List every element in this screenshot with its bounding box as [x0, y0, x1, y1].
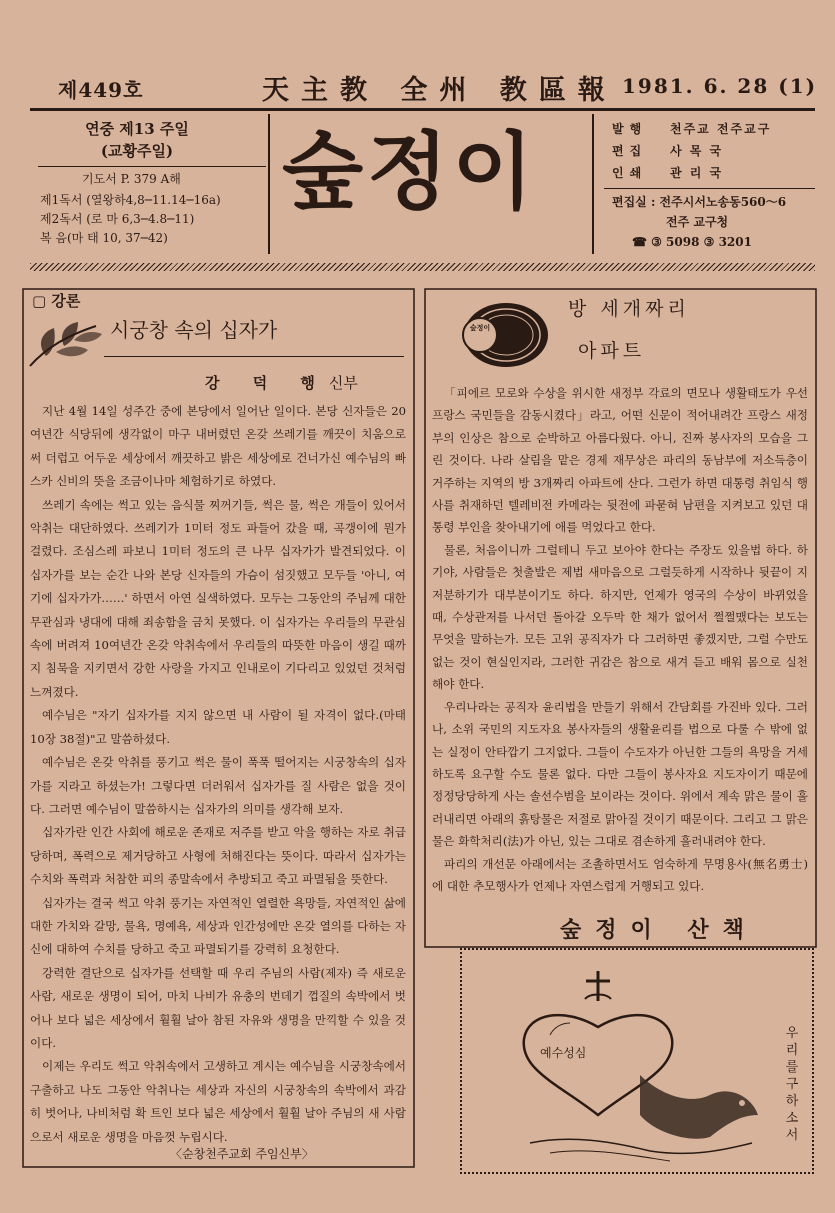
- office-name: 전주 교구청: [666, 215, 729, 229]
- homily-label: [32, 290, 80, 311]
- badge-icon: [458, 300, 550, 370]
- sunday-subtitle: (교황주일): [100, 142, 174, 160]
- author-title: 신부: [328, 374, 358, 392]
- editorial-body: [432, 382, 808, 897]
- liturgy-sunday: [62, 118, 212, 162]
- issue-number: 제449호: [58, 78, 144, 102]
- editor-value: 사 목 국: [670, 144, 724, 158]
- editor-row: [612, 140, 723, 162]
- homily-closing: 〈순창천주교회 주임신부〉: [170, 1147, 314, 1161]
- editorial-paragraph: 「피에르 모로와 수상을 위시한 새정부 각료의 면모나 생활태도가 우선 프랑스 국민들을 감동시켰다」라고, 어떤 신문이 적어내려간 프랑스 새정부의 인상은 참으로 순박하고 아름다웠다. 아니, 진짜 봉사자의 모습을 그린 것이다. 나라 살림을 맡은 경제 재무상은 파리의 동남부에 저소득층이 거주하는 지역의 방 3개짜리 아파트에 산다. 그런가 하면 대통령 취임식 행사를 취재하던 텔레비전 카메라는 뒷전에 파묻혀 남편을 지켜보고 있던 대통령 부인을 찾아내기에 애를 먹었다고 한다.: [432, 386, 808, 535]
- homily-paragraph: 강력한 결단으로 십자가를 선택할 때 우리 주님의 사람(제자) 즉 새로운 사람, 새로운 생명이 되어, 마치 나비가 유충의 번데기 껍질의 속박에서 벗어나 보다 넓은 세상에서 훨훨 날아 참된 자유와 생명을 만끽할 수 있을 것이다.: [30, 965, 406, 1050]
- sacred-heart-cartoon-icon: [490, 965, 770, 1165]
- homily-title: 시궁창 속의 십자가: [110, 318, 278, 342]
- publisher-row: [612, 118, 771, 140]
- masthead-left-line: [268, 114, 270, 254]
- column-title-line2: 아파트: [578, 340, 646, 362]
- editorial-paragraph: 우리나라는 공직자 윤리법을 만들기 위해서 간담회를 가진바 있다. 그러나, 소위 국민의 지도자요 봉사자들의 생활윤리를 법으로 다룰 수 밖에 없는 실정이 안타깝기 그지없다. 그들이 수도자가 아닌한 그들의 욕망을 거세하도록 요구할 수도 물론 없다. 다만 그들이 봉사자요 지도자이기 때문에 정정당당하게 사는 솔선수범을 보이라는 것이다. 위에서 계속 맑은 물이 흘러내리면 아래의 흙탕물은 저절로 맑아질 것이기 때문이다. 그리고 그 맑은 물은 화학처리(法)가 아닌, 있는 그대로 겸손하게 흘러내려야 한다.: [432, 699, 808, 849]
- first-reading: 제1독서 (열왕하4,8─11.14─16a): [40, 193, 221, 207]
- editorial-paragraph: 파리의 개선문 아래에서는 조촐하면서도 엄숙하게 무명용사(無名勇士)에 대한 추모행사가 언제나 자연스럽게 거행되고 있다.: [432, 856, 808, 893]
- office-phone: ☎ ③ 5098 ③ 3201: [632, 235, 752, 249]
- masthead-right-line: [592, 114, 594, 254]
- homily-author: [205, 372, 358, 393]
- homily-paragraph: 지난 4월 14일 성주간 중에 본당에서 일어난 일이다. 본당 신자들은 20여년간 식당뒤에 생각없이 마구 내버렸던 온갖 쓰레기를 깨끗이 치움으로써 더럽고 어두운 세상에서 깨끗하고 밝은 세상에로 건너가신 예수님의 빠스카 신비의 뜻을 조금이나마 체험하기로 하였다.: [30, 404, 406, 489]
- prayer-book-ref: 기도서 P. 379 A해: [82, 172, 181, 186]
- newspaper-title: 天主教 全州 教區報: [262, 75, 617, 106]
- masthead-logo: 숲정이: [282, 123, 538, 221]
- editor-key: 편집: [612, 144, 648, 158]
- header-rule: [30, 108, 815, 111]
- homily-paragraph: 이제는 우리도 썩고 악취속에서 고생하고 계시는 예수님을 시궁창속에서 구출하고 나도 그동안 악취나는 세상과 자신의 시궁창속의 속박에서 과감히 벗어나, 나비처럼 확 트인 보다 넓은 세상에서 훨훨 날아 주님의 새 사람으로서 새로운 생명을 마음껏 누립시다.: [30, 1059, 406, 1144]
- homily-paragraph: 예수님은 "자기 십자가를 지지 않으면 내 사람이 될 자격이 없다.(마태 10장 38절)"고 말씀하셨다.: [30, 708, 406, 746]
- sunday-name: 연중 제13 주일: [85, 120, 189, 138]
- homily-body: [30, 400, 406, 1149]
- printer-value: 관 리 국: [670, 166, 724, 180]
- issue-date: 1981. 6. 28 (1): [622, 74, 818, 98]
- header-hatch-rule: [30, 263, 815, 271]
- publisher-key: 발행: [612, 122, 648, 136]
- publisher-value: 천주교 전주교구: [670, 122, 772, 136]
- badge-text: 숲정이: [469, 323, 491, 332]
- homily-paragraph: 쓰레기 속에는 썩고 있는 음식물 찌꺼기들, 썩은 물, 썩은 개들이 있어서 악취는 대단하였다. 쓰레기가 1미터 정도 파들어 갔을 때, 곡갱이에 뭔가 걸렸다. 조심스레 파보니 1미터 정도의 큰 나무 십자가가 발견되었다. 이 십자가를 보는 순간 나와 본당 신자들의 가슴이 섬짓했고 모두들 '아니, 여기에 십자가가……' 하면서 아연 실색하였다. 모두는 그동안의 주님께 대한 무관심과 냉대에 대해 죄송함을 금치 못했다. 이 십자가는 우리들의 무관심속에 버려져 10여년간 온갖 악취속에서 우리들의 따뜻한 마음이 생길 때까지 침묵을 지키면서 강한 사랑을 가지고 인내로이 기다리고 있었던 것처럼 느껴졌다.: [30, 497, 406, 699]
- cartoon-caption: 우리를 구하소서: [785, 1026, 799, 1143]
- second-reading: 제2독서 (로 마 6,3─4.8─11): [40, 212, 195, 226]
- leaf-icon: [26, 318, 106, 374]
- gospel-reading: 복 음(마 태 10, 37─42): [40, 231, 168, 245]
- title-underline: [104, 356, 404, 357]
- walk-section-title: 숲정이 산책: [560, 917, 758, 943]
- homily-paragraph: 십자가란 인간 사회에 해로운 존재로 저주를 받고 악을 행하는 자로 취급당하며, 폭력으로 제거당하고 사형에 처해진다는 뜻이다. 따라서 십자가는 수치와 폭력과 처참한 피의 종말속에서 추방되고 죽고 파멸됨을 뜻한다.: [30, 825, 406, 887]
- office-address: 편집실 : 전주시서노송동560～6: [612, 195, 787, 209]
- liturgy-divider: [38, 166, 266, 167]
- column-title-line1: 방 세개짜리: [568, 298, 690, 320]
- homily-paragraph: 십자가는 결국 썩고 악취 풍기는 자연적인 열렬한 욕망들, 자연적인 삶에 대한 가치와 갈망, 물욕, 명예욕, 세상과 인간성에만 온갖 열의를 다하는 자신에 대하여 수치를 당하고 죽고 파멸되기를 강력히 요청한다.: [30, 895, 406, 957]
- box-icon: ▢: [32, 292, 47, 310]
- editorial-paragraph: 물론, 처음이니까 그럴테니 두고 보아야 한다는 주장도 있을법 하다. 하기야, 사람들은 첫출발은 제법 새마음으로 그럴듯하게 시작하나 뒷끝이 지저분하기가 대부분이기도 하다. 하지만, 언제가 영국의 수상이 바뀌었을 때, 수상관저를 나서던 돌아갈 오두막 한 채가 없어서 쩔쩔맸다는 보도는 무엇을 말하는가. 모든 고위 공직자가 다 그러하면 좋겠지만, 그럴 수만도 없는 것이 현실인지라, 그러한 귀감은 참으로 새겨 듣고 배워 몸으로 실천해야 한다.: [432, 542, 808, 692]
- printer-row: [612, 162, 723, 184]
- cartoon-heart-label: 예수성심: [540, 1046, 587, 1060]
- author-name: 강 덕 행: [205, 374, 329, 392]
- publisher-divider: [604, 188, 815, 189]
- column-badge: [458, 300, 550, 370]
- homily-label-text: 강론: [51, 292, 81, 310]
- homily-paragraph: 예수님은 온갖 악취를 풍기고 썩은 물이 푹푹 떨어지는 시궁창속의 십자가를 지라고 하셨는가! 그렇다면 더러워서 십자가를 질 사람은 없을 것이다. 그러면 예수님이 말씀하시는 십자가의 의미를 생각해 보자.: [30, 755, 406, 816]
- printer-key: 인쇄: [612, 166, 648, 180]
